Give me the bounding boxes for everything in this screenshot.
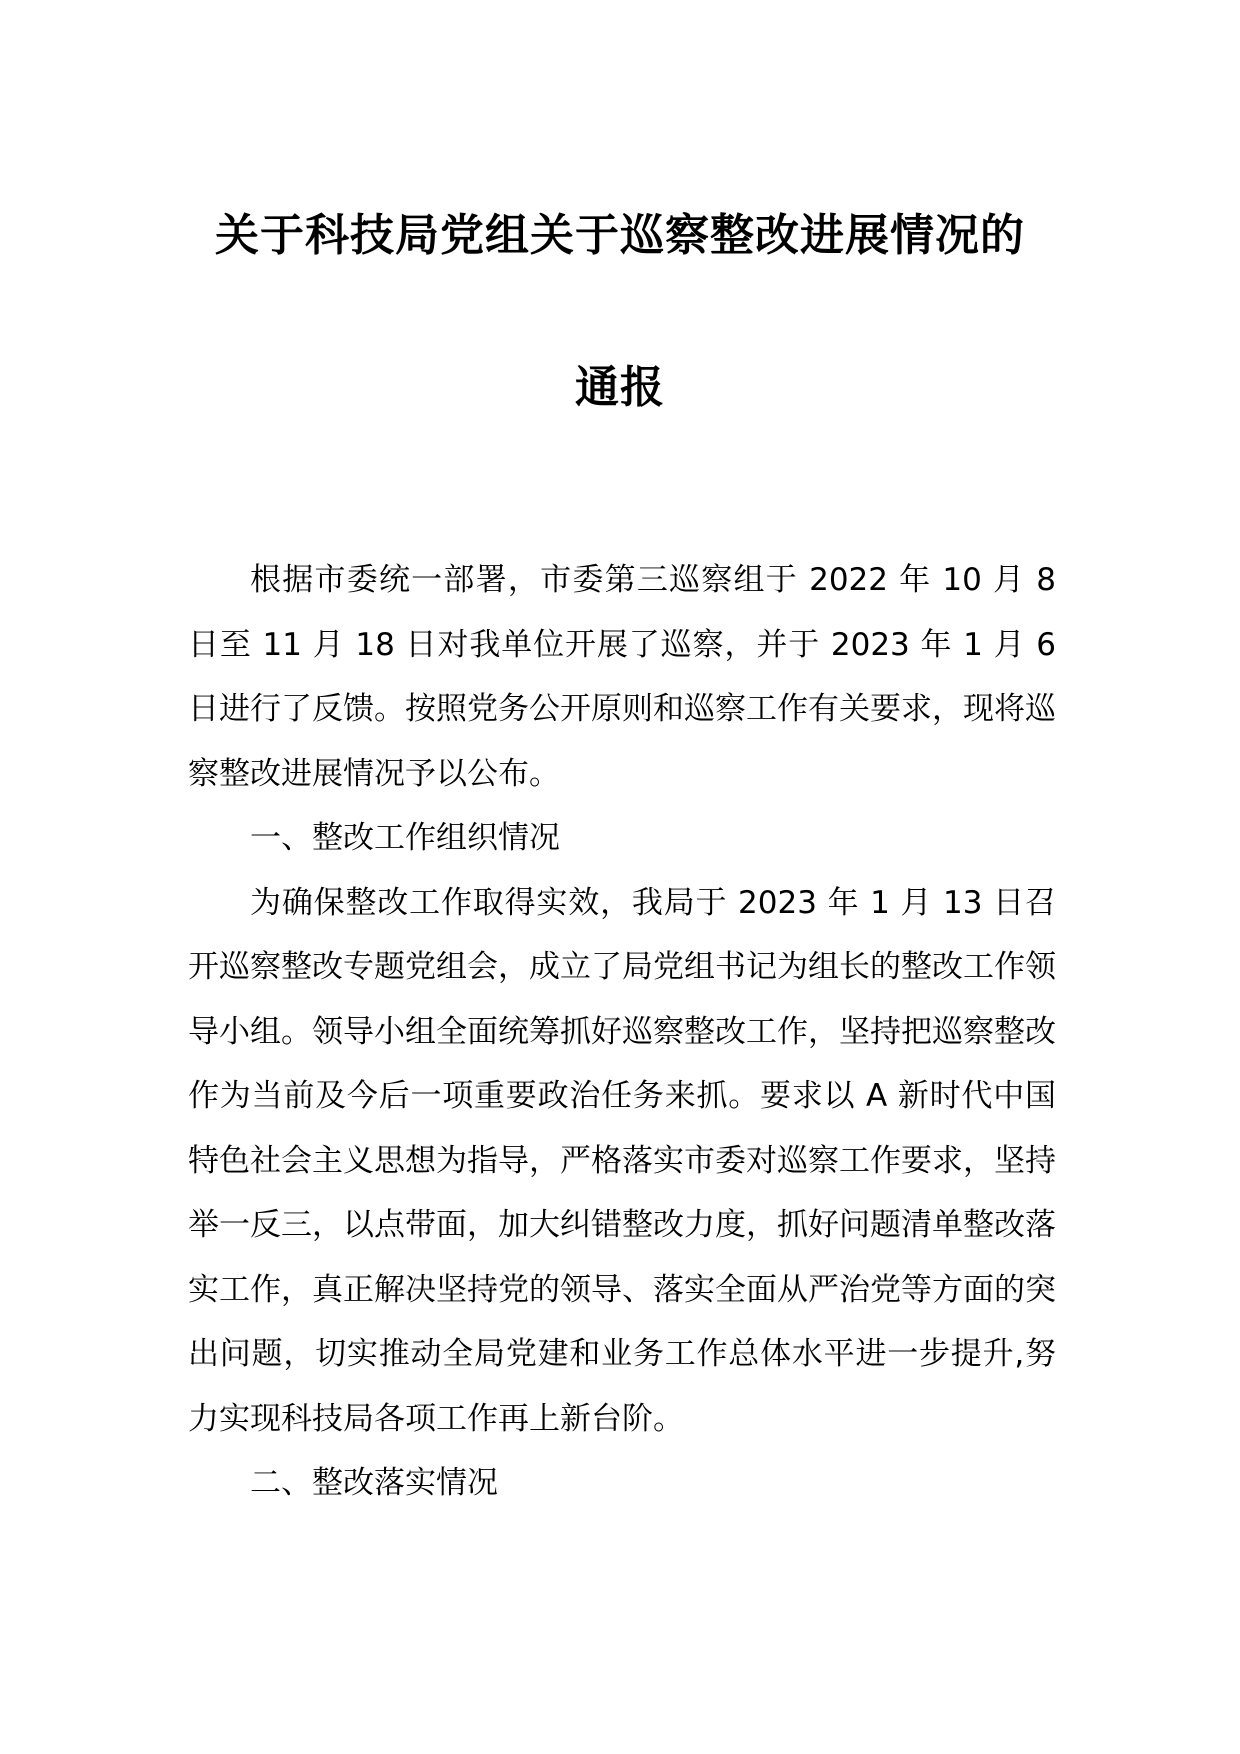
document-title-line-2: 通报 (575, 362, 665, 413)
section-heading-2: 二、整改落实情况 (250, 1465, 498, 1501)
document-title-line-1: 关于科技局党组关于巡察整改进展情况的 (215, 210, 1025, 261)
document-body (188, 548, 1056, 1516)
paragraph-section-1: 为确保整改工作取得实效，我局于 2023 年 1 月 13 日召开巡察整改专题党组会，成立了局党组书记为组长的整改工作领导小组。领导小组全面统筹抓好巡察整改工作，坚持把巡察整改作为当前及今后一项重要政治任务来抓。要求以 A 新时代中国特色社会主义思想为指导，严格落实市委对巡察工作要求，坚持举一反三，以点带面，加大纠错整改力度，抓好问题清单整改落实工作，真正解决坚持党的领导、落实全面从严治党等方面的突出问题，切实推动全局党建和业务工作总体水平进一步提升,努力实现科技局各项工作再上新台阶。 (188, 884, 1056, 1437)
paragraph-intro: 根据市委统一部署，市委第三巡察组于 2022 年 10 月 8 日至 11 月 18 日对我单位开展了巡察，并于 2023 年 1 月 6 日进行了反馈。按照党务公开原则和巡察工作有关要求，现将巡察整改进展情况予以公布。 (188, 562, 1056, 792)
section-heading-1: 一、整改工作组织情况 (250, 820, 560, 856)
